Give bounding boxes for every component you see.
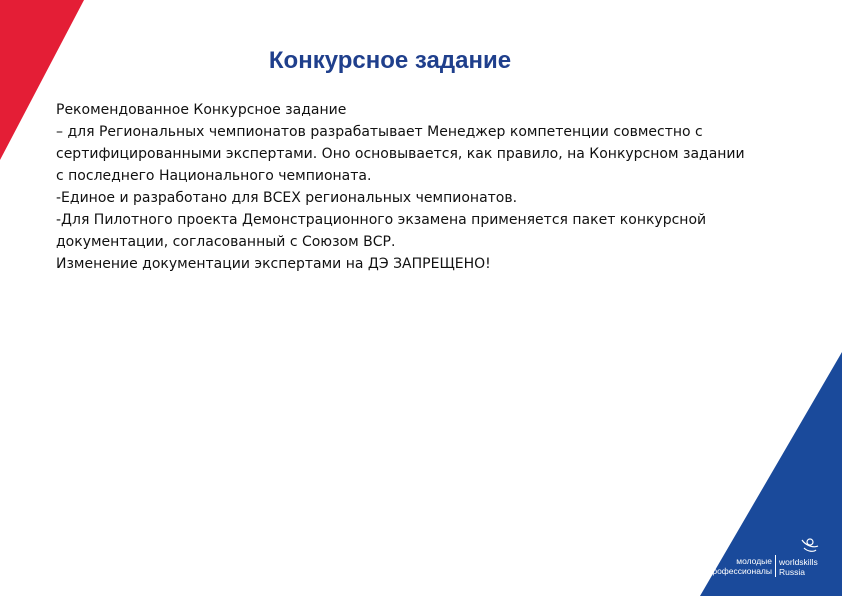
slide-body (56, 99, 786, 275)
logo-brand: worldskills (779, 557, 818, 567)
body-line: Изменение документации экспертами на ДЭ ЗАПРЕЩЕНО! (56, 256, 491, 272)
slide-title: Конкурсное задание (268, 47, 512, 74)
body-line: -Единое и разработано для ВСЕХ региональных чемпионатов. (56, 190, 518, 206)
body-line: документации, согласованный с Союзом ВСР. (56, 234, 396, 250)
body-line: -Для Пилотного проекта Демонстрационного экзамена применяется пакет конкурсной (56, 212, 707, 228)
logo-caption-line1: молодые (736, 556, 772, 566)
logo-caption (706, 556, 772, 576)
logo-divider (775, 555, 776, 577)
body-line: с последнего Национального чемпионата. (56, 168, 372, 184)
body-line: – для Региональных чемпионатов разрабатывает Менеджер компетенции совместно с (56, 124, 703, 140)
body-line: сертифицированными экспертами. Оно основывается, как правило, на Конкурсном задании (56, 146, 745, 162)
logo-caption-line2: профессионалы (707, 566, 772, 576)
worldskills-logo (706, 536, 824, 582)
body-line: Рекомендованное Конкурсное задание (56, 102, 347, 118)
logo-region: Russia (779, 567, 805, 577)
